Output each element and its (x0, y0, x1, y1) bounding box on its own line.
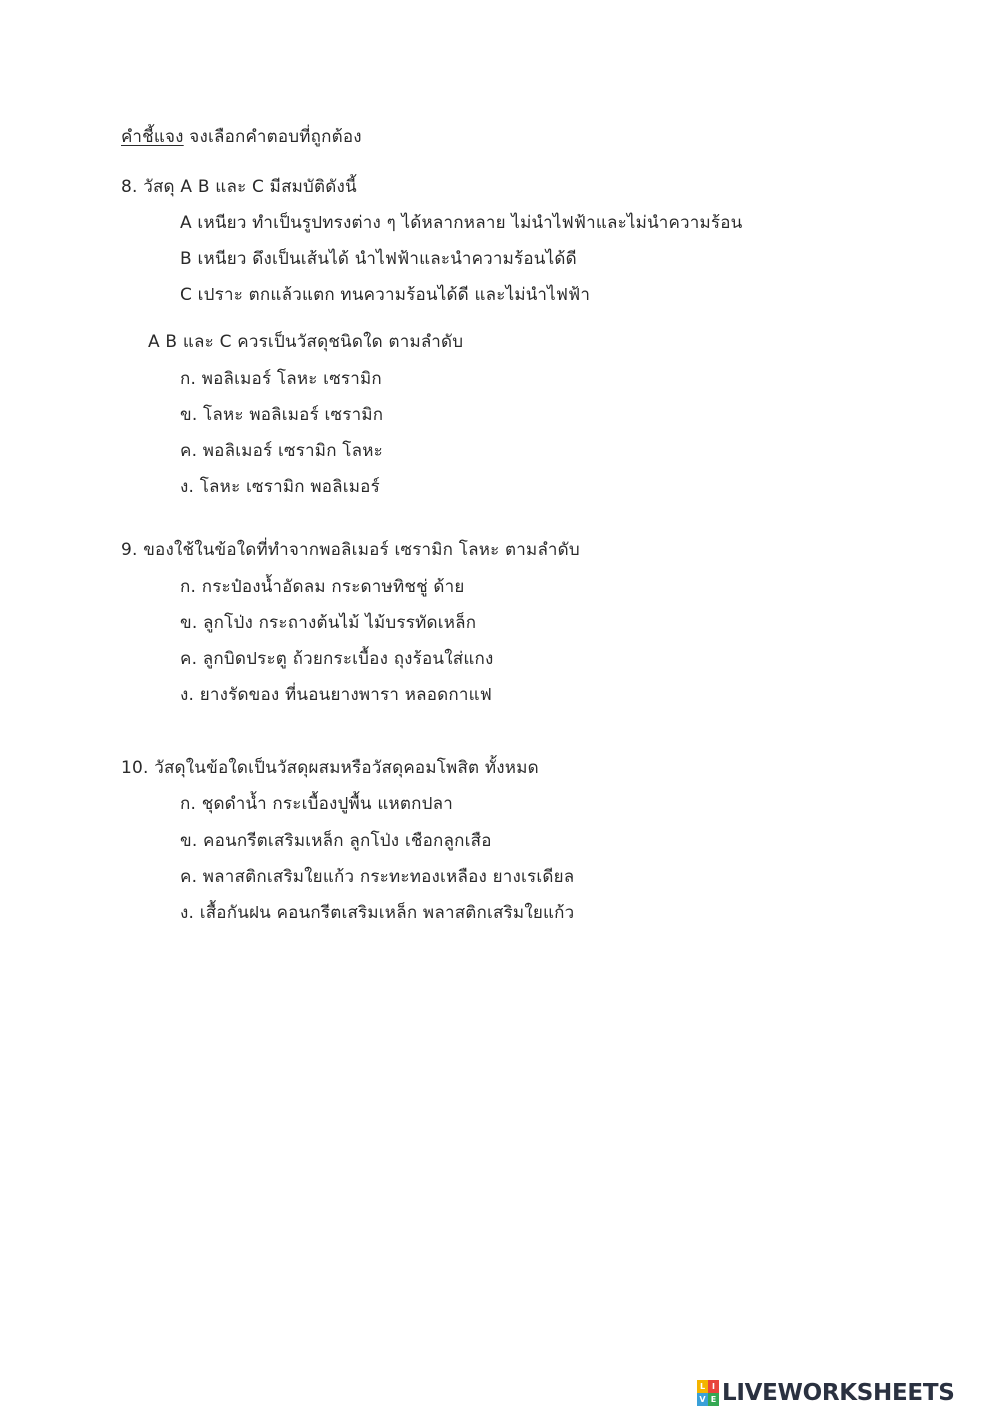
q10-option-a[interactable]: ก. ชุดดำน้ำ กระเบื้องปูพื้น แหตกปลา (180, 794, 453, 814)
logo-tile-i: I (708, 1380, 719, 1393)
q8-property-a: A เหนียว ทำเป็นรูปทรงต่าง ๆ ได้หลากหลาย ไม่นำไฟฟ้าและไม่นำความร้อน (180, 213, 743, 233)
q8-property-c: C เปราะ ตกแล้วแตก ทนความร้อนได้ดี และไม่นำไฟฟ้า (180, 285, 591, 305)
q8-option-c[interactable]: ค. พอลิเมอร์ เซรามิก โลหะ (180, 441, 383, 461)
q9-option-c[interactable]: ค. ลูกบิดประตู ถ้วยกระเบื้อง ถุงร้อนใส่แกง (180, 649, 494, 669)
q8-option-d[interactable]: ง. โลหะ เซรามิก พอลิเมอร์ (180, 477, 380, 497)
q8-option-b[interactable]: ข. โลหะ พอลิเมอร์ เซรามิก (180, 405, 384, 425)
q10-option-c[interactable]: ค. พลาสติกเสริมใยแก้ว กระทะทองเหลือง ยางเรเดียล (180, 867, 575, 887)
logo-tile-l: L (697, 1380, 708, 1393)
q8-question: A B และ C ควรเป็นวัสดุชนิดใด ตามลำดับ (148, 332, 464, 352)
q10-option-b[interactable]: ข. คอนกรีตเสริมเหล็ก ลูกโป่ง เชือกลูกเสือ (180, 831, 492, 851)
q8-option-a[interactable]: ก. พอลิเมอร์ โลหะ เซรามิก (180, 369, 382, 389)
liveworksheets-logo-text: LIVEWORKSHEETS (722, 1380, 955, 1406)
question-8-stem: 8. วัสดุ A B และ C มีสมบัติดังนี้ (121, 177, 357, 197)
liveworksheets-logo[interactable] (697, 1378, 954, 1408)
instructions-label: คำชี้แจง (121, 127, 184, 147)
liveworksheets-logo-icon (697, 1380, 719, 1406)
q9-option-a[interactable]: ก. กระป๋องน้ำอัดลม กระดาษทิชชู่ ด้าย (180, 577, 465, 597)
instructions-line (121, 125, 362, 149)
question-10-stem: 10. วัสดุในข้อใดเป็นวัสดุผสมหรือวัสดุคอมโพสิต ทั้งหมด (121, 758, 539, 778)
q9-option-d[interactable]: ง. ยางรัดของ ที่นอนยางพารา หลอดกาแฟ (180, 685, 493, 705)
question-9-stem: 9. ของใช้ในข้อใดที่ทำจากพอลิเมอร์ เซรามิก โลหะ ตามลำดับ (121, 540, 580, 560)
q9-option-b[interactable]: ข. ลูกโป่ง กระถางต้นไม้ ไม้บรรทัดเหล็ก (180, 613, 477, 633)
logo-tile-v: V (697, 1393, 708, 1406)
logo-tile-e: E (708, 1393, 719, 1406)
instructions-text: จงเลือกคำตอบที่ถูกต้อง (189, 127, 362, 147)
q8-property-b: B เหนียว ดึงเป็นเส้นได้ นำไฟฟ้าและนำความร้อนได้ดี (180, 249, 577, 269)
q10-option-d[interactable]: ง. เสื้อกันฝน คอนกรีตเสริมเหล็ก พลาสติกเสริมใยแก้ว (180, 903, 575, 923)
